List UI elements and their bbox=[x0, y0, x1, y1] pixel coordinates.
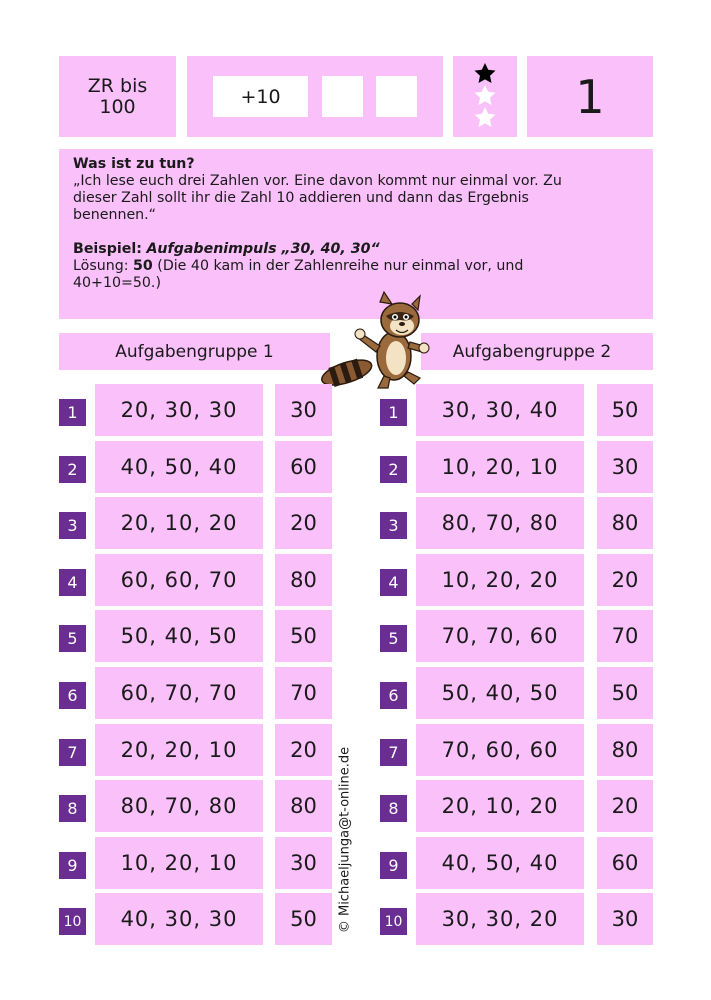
task-numbers: 70, 60, 60 bbox=[416, 724, 584, 776]
range-label bbox=[59, 56, 176, 137]
task-numbers: 30, 30, 40 bbox=[416, 384, 584, 436]
task-numbers: 50, 40, 50 bbox=[416, 667, 584, 719]
task-number-badge: 9 bbox=[59, 852, 86, 879]
task-numbers: 60, 70, 70 bbox=[95, 667, 263, 719]
group-2-title: Aufgabengruppe 2 bbox=[452, 341, 612, 362]
solution-line bbox=[73, 258, 593, 292]
task-numbers: 80, 70, 80 bbox=[416, 497, 584, 549]
task-answer: 30 bbox=[275, 384, 332, 436]
task-number-badge: 5 bbox=[59, 625, 86, 652]
task-number-badge: 8 bbox=[59, 795, 86, 822]
task-number-badge: 10 bbox=[380, 908, 407, 935]
task-number-badge: 6 bbox=[59, 682, 86, 709]
stars-graphic bbox=[453, 56, 517, 137]
task-number-badge: 8 bbox=[380, 795, 407, 822]
task-answer: 20 bbox=[275, 724, 332, 776]
copyright-text: © Michaeljunga@t-online.de bbox=[337, 746, 353, 934]
task-answer: 80 bbox=[275, 780, 332, 832]
task-numbers: 10, 20, 20 bbox=[416, 554, 584, 606]
task-number-badge: 10 bbox=[59, 908, 86, 935]
task-answer: 80 bbox=[275, 554, 332, 606]
task-numbers: 10, 20, 10 bbox=[95, 837, 263, 889]
task-number-badge: 2 bbox=[380, 456, 407, 483]
task-number-badge: 7 bbox=[380, 739, 407, 766]
task-answer: 70 bbox=[275, 667, 332, 719]
task-answer: 50 bbox=[597, 384, 653, 436]
task-number-badge: 3 bbox=[380, 512, 407, 539]
task-number-badge: 3 bbox=[59, 512, 86, 539]
task-answer: 70 bbox=[597, 610, 653, 662]
task-number-badge: 5 bbox=[380, 625, 407, 652]
task-number-badge: 9 bbox=[380, 852, 407, 879]
task-number-badge: 4 bbox=[380, 569, 407, 596]
sequence-box-3 bbox=[376, 76, 417, 117]
star-empty-icon bbox=[475, 85, 496, 105]
task-numbers: 20, 30, 30 bbox=[95, 384, 263, 436]
solution-label: Lösung: bbox=[73, 258, 129, 274]
card-number: 1 bbox=[527, 56, 653, 137]
task-answer: 30 bbox=[275, 837, 332, 889]
task-answer: 30 bbox=[597, 441, 653, 493]
range-label-text: ZR bis 100 bbox=[87, 74, 148, 118]
task-number-badge: 1 bbox=[380, 399, 407, 426]
solution-text: (Die 40 kam in der Zahlenreihe nur einmal vor, und 40+10=50.) bbox=[73, 258, 524, 291]
task-answer: 50 bbox=[275, 610, 332, 662]
instructions-text bbox=[73, 156, 593, 292]
task-answer: 50 bbox=[597, 667, 653, 719]
task-numbers: 20, 20, 10 bbox=[95, 724, 263, 776]
example-impulse: Aufgabenimpuls „30, 40, 30“ bbox=[146, 241, 380, 257]
task-numbers: 50, 40, 50 bbox=[95, 610, 263, 662]
example-label: Beispiel: bbox=[73, 241, 142, 257]
task-answer: 20 bbox=[597, 780, 653, 832]
difficulty-stars bbox=[453, 56, 517, 137]
sequence-box-1: +10 bbox=[213, 76, 308, 117]
task-number-badge: 6 bbox=[380, 682, 407, 709]
group-1-title: Aufgabengruppe 1 bbox=[115, 341, 274, 362]
instructions-heading: Was ist zu tun? bbox=[73, 156, 195, 172]
task-answer: 20 bbox=[275, 497, 332, 549]
task-numbers: 30, 30, 20 bbox=[416, 893, 584, 945]
task-answer: 60 bbox=[597, 837, 653, 889]
example-line bbox=[73, 241, 593, 258]
star-filled-icon bbox=[475, 63, 496, 83]
task-number-badge: 4 bbox=[59, 569, 86, 596]
task-number-badge: 2 bbox=[59, 456, 86, 483]
task-numbers: 10, 20, 10 bbox=[416, 441, 584, 493]
task-answer: 60 bbox=[275, 441, 332, 493]
task-numbers: 80, 70, 80 bbox=[95, 780, 263, 832]
task-answer: 80 bbox=[597, 497, 653, 549]
star-empty-icon bbox=[475, 107, 496, 127]
task-number-badge: 1 bbox=[59, 399, 86, 426]
task-numbers: 70, 70, 60 bbox=[416, 610, 584, 662]
task-answer: 80 bbox=[597, 724, 653, 776]
task-number-badge: 7 bbox=[59, 739, 86, 766]
task-numbers: 40, 50, 40 bbox=[95, 441, 263, 493]
task-numbers: 20, 10, 20 bbox=[95, 497, 263, 549]
solution-value: 50 bbox=[133, 258, 153, 274]
sequence-box-2 bbox=[322, 76, 363, 117]
raccoon-mascot-image bbox=[318, 290, 434, 390]
task-answer: 20 bbox=[597, 554, 653, 606]
group-2-header bbox=[421, 333, 653, 370]
task-numbers: 60, 60, 70 bbox=[95, 554, 263, 606]
task-numbers: 40, 50, 40 bbox=[416, 837, 584, 889]
task-answer: 30 bbox=[597, 893, 653, 945]
task-numbers: 40, 30, 30 bbox=[95, 893, 263, 945]
task-numbers: 20, 10, 20 bbox=[416, 780, 584, 832]
instructions-body: „Ich lese euch drei Zahlen vor. Eine davon kommt nur einmal vor. Zu dieser Zahl sollt ihr die Zahl 10 addieren und dann das Ergebnis benennen.“ bbox=[73, 173, 562, 223]
group-1-header bbox=[59, 333, 330, 370]
task-answer: 50 bbox=[275, 893, 332, 945]
